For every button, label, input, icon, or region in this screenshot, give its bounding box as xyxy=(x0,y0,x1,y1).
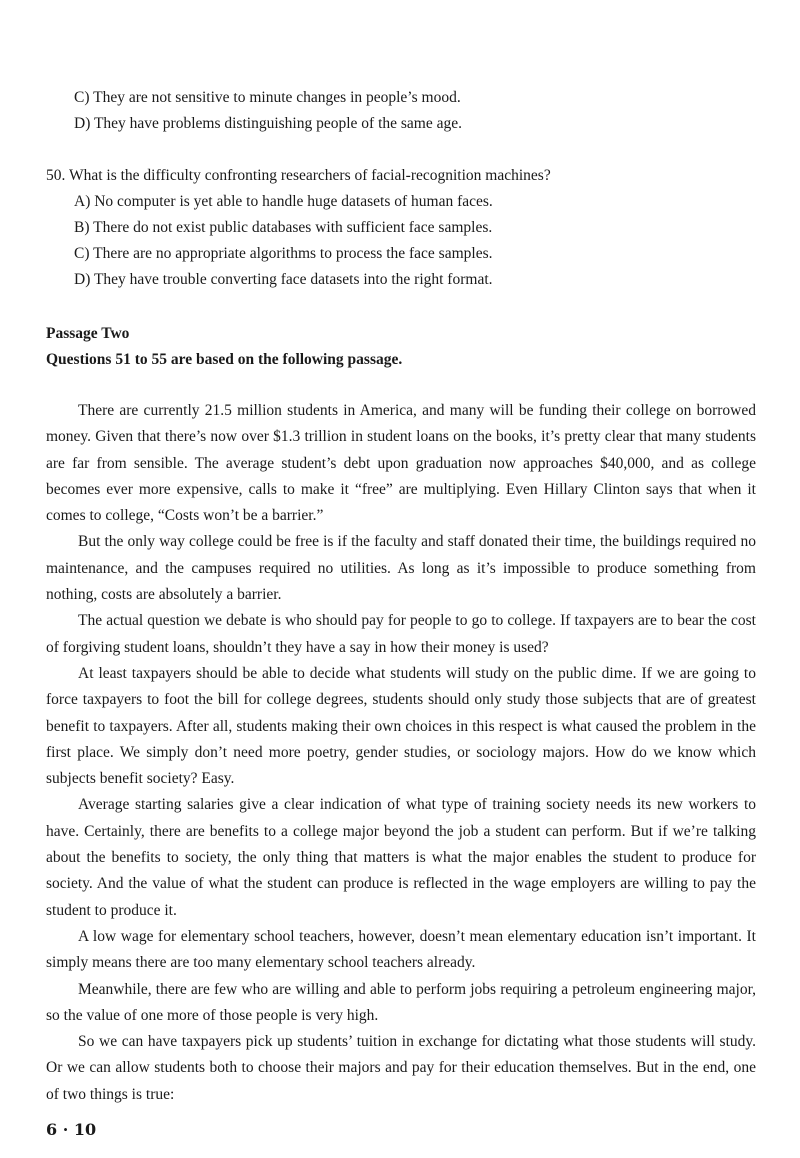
q50-option-b: B) There do not exist public databases with sufficient face samples. xyxy=(74,219,493,236)
passage-paragraph: There are currently 21.5 million students in America, and many will be funding their college on borrowed money. Given that there’s now over $1.3 trillion in student loans on the books, it’s pretty clear that many students are far from sensible. The average student’s debt upon graduation now approaches $40,000, and as college becomes ever more expensive, calls to make it “free” are multiplying. Even Hillary Clinton says that when it comes to college, “Costs won’t be a barrier.” xyxy=(46,402,756,525)
q49-option-c: C) They are not sensitive to minute changes in people’s mood. xyxy=(74,89,461,106)
passage-paragraph: So we can have taxpayers pick up students’ tuition in exchange for dictating what those students will study. Or we can allow students both to choose their majors and pay for their education themselves. But in the end, one of two things is true: xyxy=(46,1033,756,1103)
q50-option-d: D) They have trouble converting face datasets into the right format. xyxy=(74,271,493,288)
passage-paragraph: The actual question we debate is who should pay for people to go to college. If taxpayers are to bear the cost of forgiving student loans, shouldn’t they have a say in how their money is used? xyxy=(46,612,756,656)
q49-option-d: D) They have problems distinguishing people of the same age. xyxy=(74,115,462,132)
passage-paragraph: A low wage for elementary school teachers, however, doesn’t mean elementary education isn’t important. It simply means there are too many elementary school teachers already. xyxy=(46,927,756,972)
q50-stem: 50. What is the difficulty confronting researchers of facial-recognition machines? xyxy=(46,167,551,184)
passage-paragraph: Average starting salaries give a clear indication of what type of training society needs its new workers to have. Certainly, there are benefits to a college major beyond the job a student can perform. But if we’re talking about the benefits to society, the only thing that matters is what the major enables the student to produce for society. And the value of what the student can produce is reflected in the wage employers are willing to pay the student to produce it. xyxy=(46,796,756,919)
passage-title: Passage Two xyxy=(46,325,130,342)
passage-body xyxy=(46,398,756,1108)
q50-option-a: A) No computer is yet able to handle huge datasets of human faces. xyxy=(74,193,493,210)
passage-paragraph: But the only way college could be free is if the faculty and staff donated their time, the buildings required no maintenance, and the campuses required no utilities. As long as it’s impossible to produce something from nothing, costs are absolutely a barrier. xyxy=(46,533,756,604)
q50-option-c: C) There are no appropriate algorithms to process the face samples. xyxy=(74,245,493,262)
page-number: 6 · 10 xyxy=(46,1120,97,1139)
passage-paragraph: Meanwhile, there are few who are willing and able to perform jobs requiring a petroleum engineering major, so the value of one more of those people is very high. xyxy=(46,980,756,1024)
passage-paragraph: At least taxpayers should be able to decide what students will study on the public dime. If we are going to force taxpayers to foot the bill for college degrees, students should only study those subjects that are of greatest benefit to taxpayers. After all, students making their own choices in this respect is what caused the problem in the first place. We simply don’t need more poetry, gender studies, or sociology majors. How do we know which subjects benefit society? Easy. xyxy=(46,664,756,788)
passage-instructions: Questions 51 to 55 are based on the following passage. xyxy=(46,351,403,368)
